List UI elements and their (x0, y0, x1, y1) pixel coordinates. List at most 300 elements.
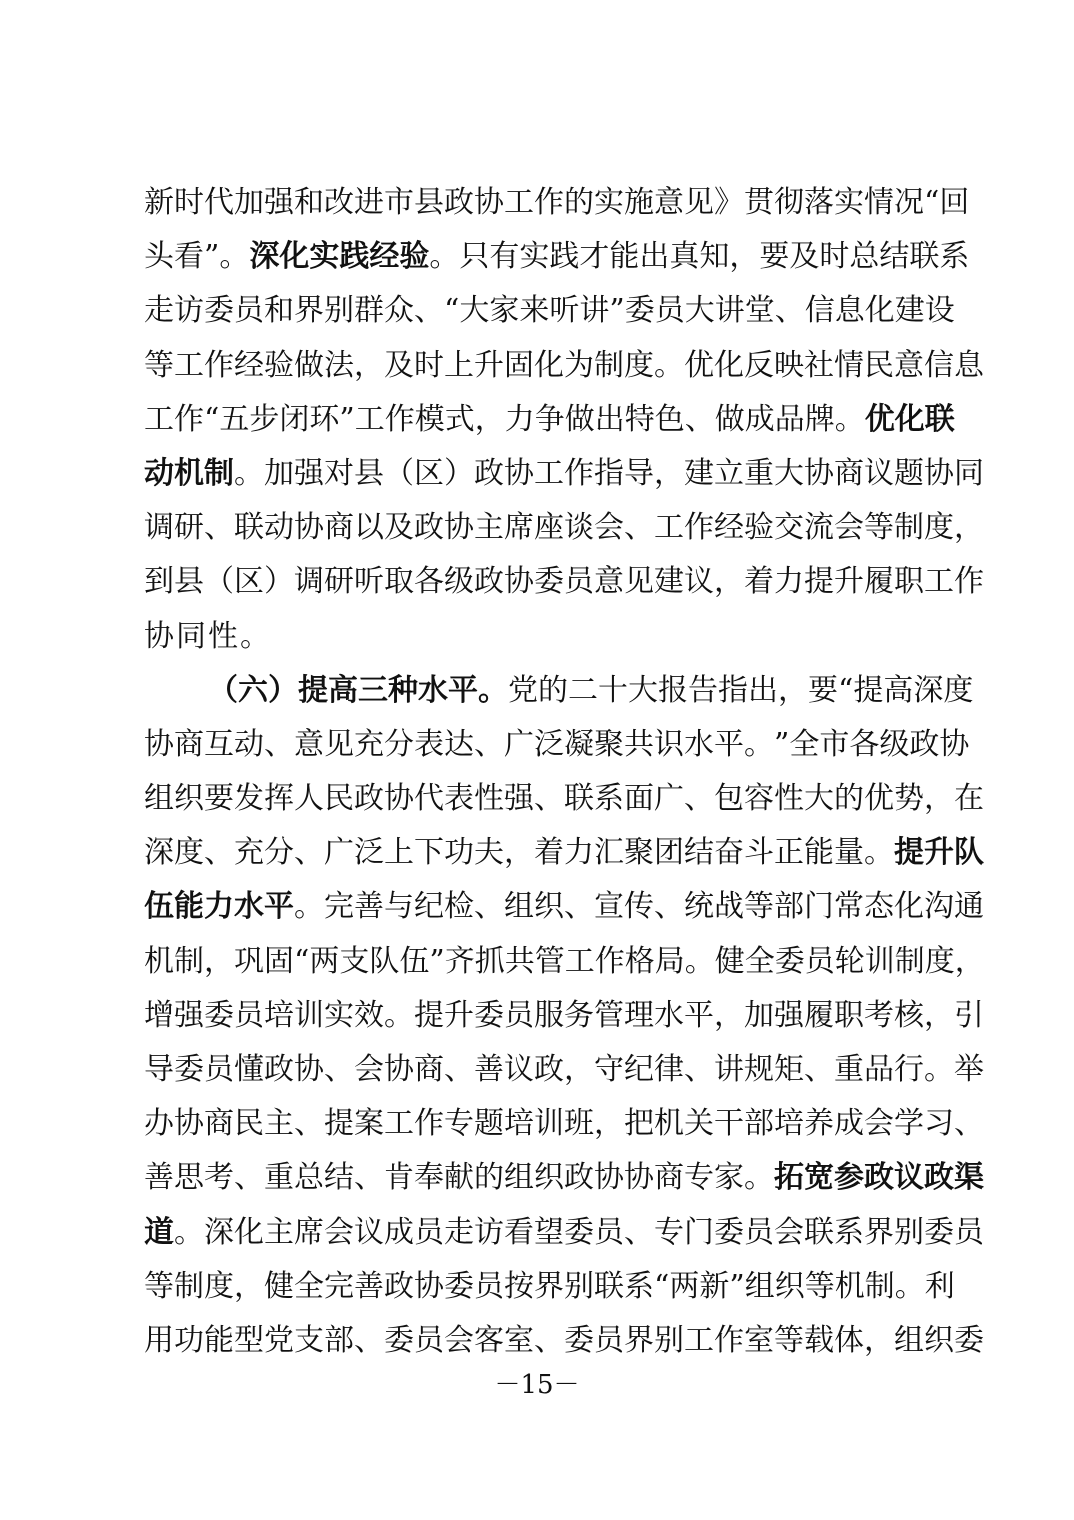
character: 等 (144, 1268, 174, 1304)
character: 包 (714, 781, 744, 817)
bold-character: 参 (834, 1160, 864, 1196)
character: 新 (699, 1268, 730, 1304)
character: ， (714, 997, 744, 1033)
bold-character: 伍 (144, 889, 174, 925)
character: 群 (354, 293, 384, 329)
character: 献 (444, 1160, 474, 1196)
character: 上 (444, 347, 474, 383)
character: 加 (264, 455, 294, 491)
character: 商 (324, 510, 354, 546)
character: 织 (924, 1322, 954, 1358)
character: 、 (684, 1052, 714, 1087)
character: 。 (654, 347, 684, 383)
character: 健 (264, 1268, 294, 1304)
character: 、 (354, 1160, 384, 1196)
character: 各 (849, 726, 880, 762)
character: 验 (744, 510, 774, 546)
character: 实 (834, 185, 864, 220)
character: 见 (324, 726, 354, 762)
character: 题 (894, 455, 924, 491)
character: 高 (883, 672, 914, 708)
character: 态 (864, 889, 894, 925)
character: 行 (894, 1052, 924, 1087)
character: 才 (579, 239, 610, 275)
character: 战 (714, 889, 744, 925)
bold-character: 能 (174, 889, 204, 925)
character: 提 (414, 997, 444, 1033)
character: 协 (144, 726, 174, 762)
character: 真 (669, 239, 700, 275)
bold-character: 深 (249, 239, 280, 275)
character: 员 (204, 1052, 234, 1087)
character: 题 (474, 1106, 504, 1142)
character: 充 (234, 835, 264, 871)
character: 协 (294, 510, 324, 546)
character: 、 (474, 889, 504, 925)
character: 室 (744, 1322, 774, 1358)
character: 、 (444, 1052, 474, 1087)
bold-character: 渠 (954, 1160, 984, 1196)
character: 、 (534, 781, 564, 817)
character: 作 (204, 347, 234, 383)
character: 制 (894, 510, 924, 546)
character: 。 (894, 1268, 925, 1304)
character: 部 (774, 889, 804, 925)
character: 民 (234, 1106, 264, 1142)
character: 泛 (534, 726, 564, 762)
character: 主 (264, 1214, 294, 1250)
character: 效 (354, 997, 384, 1033)
character: 作 (594, 943, 625, 979)
character: 联 (564, 781, 594, 817)
character: 增 (144, 997, 174, 1033)
character: 强 (264, 185, 294, 220)
character: 组 (894, 1322, 924, 1358)
character: 轮 (834, 943, 865, 979)
character: 要 (759, 239, 790, 275)
character: 建 (654, 564, 684, 600)
bold-character: 水 (234, 889, 264, 925)
character: 委 (564, 1214, 594, 1250)
character: 出 (748, 672, 778, 708)
character: 机 (654, 1106, 684, 1142)
character: 统 (684, 889, 714, 925)
character: 党 (264, 1322, 294, 1358)
character: ， (924, 997, 954, 1033)
character: 做 (564, 401, 595, 437)
character: 协 (444, 510, 474, 546)
character: 政 (534, 1052, 564, 1087)
character: 经 (234, 347, 264, 383)
character: 界 (294, 293, 324, 329)
bold-character: 水 (418, 672, 448, 708)
character: 工 (534, 455, 564, 491)
character: 着 (534, 835, 564, 871)
character: “ (654, 1268, 670, 1304)
character: 走 (144, 293, 174, 329)
character: 制 (894, 943, 925, 979)
character: 主 (474, 510, 504, 546)
character: 型 (234, 1322, 264, 1358)
character: 、 (684, 781, 714, 817)
character: 组 (504, 1160, 534, 1196)
character: 委 (204, 293, 234, 329)
character: 落 (804, 185, 834, 220)
character: 十 (598, 672, 628, 708)
character: 、 (774, 293, 805, 329)
character: 调 (144, 510, 174, 546)
character: 大 (804, 781, 834, 817)
character: 议 (504, 1052, 534, 1087)
character: 争 (534, 401, 565, 437)
character: 动 (264, 510, 294, 546)
character: 支 (294, 1322, 324, 1358)
text-line (144, 230, 970, 284)
character: 要 (204, 781, 234, 817)
character: 听 (354, 564, 384, 600)
character: 化 (894, 889, 924, 925)
character: 政 (444, 185, 474, 220)
character: 提 (853, 672, 884, 708)
character: 下 (414, 835, 444, 871)
character: 管 (594, 997, 624, 1033)
character: 情 (834, 347, 864, 383)
character: 品 (774, 401, 805, 437)
character: 作 (414, 1106, 444, 1142)
character: 员 (654, 293, 685, 329)
character: 法 (324, 347, 354, 383)
character: 、 (294, 835, 324, 871)
character: 及 (384, 510, 414, 546)
character: 齐 (444, 943, 475, 979)
character: 头 (144, 239, 174, 275)
character: 大 (774, 455, 804, 491)
character: （ (384, 455, 414, 491)
character: 广 (654, 781, 684, 817)
character: 管 (534, 943, 565, 979)
character: 两 (669, 1268, 700, 1304)
character: 党 (508, 672, 538, 708)
character: 委 (714, 1214, 744, 1250)
character: 。 (429, 239, 460, 275)
character: 。 (219, 239, 250, 275)
character: 工 (684, 1322, 714, 1358)
character: 系 (834, 1214, 864, 1250)
character: 践 (549, 239, 580, 275)
character: 联 (909, 239, 940, 275)
character: 交 (774, 510, 804, 546)
bold-character: 道 (144, 1214, 174, 1250)
character: ， (594, 1106, 624, 1142)
character: 。 (834, 401, 865, 437)
character: 会 (834, 510, 864, 546)
character: 做 (714, 401, 745, 437)
character: 设 (924, 293, 955, 329)
character: 制 (174, 943, 204, 979)
text-line (144, 176, 970, 230)
character: 培 (264, 997, 294, 1033)
character: 抓 (474, 943, 505, 979)
character: 作 (564, 455, 594, 491)
text-line (144, 826, 984, 880)
character: 等 (804, 1268, 835, 1304)
character: 彻 (774, 185, 804, 220)
character: 平 (714, 726, 744, 762)
character: 斗 (744, 835, 774, 871)
character: 伍 (399, 943, 430, 979)
character: 聚 (594, 726, 624, 762)
character: 联 (804, 1214, 834, 1250)
character: 议 (864, 455, 894, 491)
character: 员 (234, 997, 264, 1033)
character: 全 (789, 726, 820, 762)
character: 深 (144, 835, 174, 871)
character: 。 (744, 1160, 774, 1196)
character: 发 (234, 781, 264, 817)
character: 告 (688, 672, 718, 708)
character: 特 (624, 401, 655, 437)
character: 专 (684, 1160, 714, 1196)
character: 。 (924, 1052, 954, 1087)
character: 强 (174, 997, 204, 1033)
character: 协 (624, 1160, 654, 1196)
character: 、 (414, 293, 444, 329)
text-line (144, 718, 970, 772)
character: 奉 (414, 1160, 444, 1196)
character: 回 (939, 185, 970, 220)
character: ， (354, 347, 384, 383)
text-line (144, 1097, 984, 1151)
character: 工 (174, 347, 204, 383)
character: ” (609, 293, 625, 329)
character: 会 (864, 1106, 894, 1142)
character: 有 (489, 239, 520, 275)
character: 的 (474, 1160, 504, 1196)
character: 夫 (474, 835, 504, 871)
character: 协 (384, 781, 414, 817)
bold-character: 提 (298, 672, 328, 708)
character: 作 (714, 1322, 744, 1358)
character: 培 (504, 1106, 534, 1142)
character: 政 (474, 455, 504, 491)
character: 区 (234, 564, 264, 600)
character: 优 (684, 347, 714, 383)
character: 联 (234, 510, 264, 546)
character: 市 (384, 185, 414, 220)
character: 代 (414, 781, 444, 817)
character: 建 (894, 293, 925, 329)
character: 广 (504, 726, 534, 762)
character: 充 (354, 726, 384, 762)
bold-character: 队 (954, 835, 984, 871)
character: 对 (324, 455, 354, 491)
character: 望 (534, 1214, 564, 1250)
character: 息 (954, 347, 984, 383)
character: 员 (744, 1214, 774, 1250)
character: 实 (519, 239, 550, 275)
bold-character: 议 (894, 1160, 924, 1196)
character: 来 (519, 293, 550, 329)
character: 委 (954, 1322, 984, 1358)
character: 指 (594, 455, 624, 491)
character: 。 (174, 1214, 204, 1250)
character: 度 (174, 835, 204, 871)
character: 织 (534, 1160, 564, 1196)
character: 。 (240, 618, 272, 654)
character: 化 (714, 347, 744, 383)
character: 步 (249, 401, 280, 437)
character: 政 (909, 726, 940, 762)
character: ） (264, 564, 294, 600)
character: 取 (384, 564, 414, 600)
character: 议 (354, 1214, 384, 1250)
character: 制 (174, 1268, 204, 1304)
character: 工 (144, 401, 174, 437)
character: 到 (144, 564, 174, 600)
character: 履 (804, 997, 834, 1033)
bold-character: 。 (478, 672, 508, 708)
text-line (144, 610, 944, 664)
character: 主 (264, 1106, 294, 1142)
character: 、 (954, 1106, 984, 1142)
character: 泛 (354, 835, 384, 871)
character: 协 (594, 1160, 624, 1196)
character: 。 (294, 889, 324, 925)
character: 、 (624, 510, 654, 546)
character: 访 (174, 293, 204, 329)
character: 委 (624, 293, 655, 329)
character: 门 (804, 889, 834, 925)
character: 能 (804, 835, 834, 871)
bold-character: 六 (238, 672, 268, 708)
character: 重 (834, 1052, 864, 1087)
character: 用 (144, 1322, 174, 1358)
character: 表 (444, 781, 474, 817)
character: ， (729, 239, 760, 275)
character: 性 (474, 781, 504, 817)
character: 载 (804, 1322, 834, 1358)
character: 与 (384, 889, 414, 925)
character: 班 (564, 1106, 594, 1142)
character: 座 (534, 510, 564, 546)
character: 堂 (744, 293, 775, 329)
character: 见 (624, 564, 654, 600)
character: 正 (774, 835, 804, 871)
character: 政 (414, 510, 444, 546)
character: 、 (624, 1214, 654, 1250)
character: 、 (474, 726, 504, 762)
character: 健 (714, 943, 745, 979)
bold-character: 三 (358, 672, 388, 708)
character: 别 (654, 1322, 684, 1358)
character: 委 (534, 564, 564, 600)
character: 委 (444, 1268, 474, 1304)
character: 化 (534, 347, 564, 383)
character: 识 (654, 726, 684, 762)
bold-character: 化 (279, 239, 310, 275)
character: 商 (204, 1106, 234, 1142)
character: 讲 (579, 293, 610, 329)
character: 席 (504, 510, 534, 546)
character: 知 (699, 239, 730, 275)
character: 两 (309, 943, 340, 979)
character: 委 (924, 1214, 954, 1250)
character: 能 (204, 1322, 234, 1358)
character: 协 (504, 564, 534, 600)
character: 民 (324, 781, 354, 817)
character: “ (924, 185, 940, 220)
character: 意 (654, 185, 684, 220)
character: 。 (384, 997, 414, 1033)
character: 政 (474, 564, 504, 600)
character: 协 (144, 618, 176, 654)
character: 度 (204, 1268, 234, 1304)
character: 级 (879, 726, 910, 762)
character: 委 (384, 1322, 414, 1358)
character: 协 (474, 185, 504, 220)
character: 导 (144, 1052, 174, 1087)
character: 协 (294, 1052, 324, 1087)
character: 县 (354, 455, 384, 491)
character: 训 (294, 997, 324, 1033)
character: 报 (658, 672, 688, 708)
character: 动 (234, 726, 264, 762)
character: 施 (624, 185, 654, 220)
character: 局 (654, 943, 685, 979)
character: 务 (564, 997, 594, 1033)
character: 分 (384, 726, 414, 762)
character: 纪 (414, 889, 444, 925)
character: 、 (204, 835, 234, 871)
character: 善 (354, 1268, 384, 1304)
character: 加 (234, 185, 264, 220)
character: 委 (174, 1052, 204, 1087)
character: 、 (354, 1322, 384, 1358)
character: 大 (628, 672, 658, 708)
character: 委 (204, 997, 234, 1033)
character: 商 (654, 1160, 684, 1196)
character: 家 (714, 1160, 744, 1196)
character: 作 (384, 401, 415, 437)
character: 协 (924, 455, 954, 491)
character: 息 (834, 293, 865, 329)
character: 总 (849, 239, 880, 275)
character: 核 (894, 997, 924, 1033)
bold-character: 联 (924, 401, 955, 437)
character: ， (864, 1322, 894, 1358)
text-line (144, 772, 984, 826)
bold-character: 制 (204, 455, 234, 491)
character: 把 (624, 1106, 654, 1142)
character: 的 (538, 672, 568, 708)
character: 训 (534, 1106, 564, 1142)
character: ” (339, 401, 355, 437)
bold-character: 实 (309, 239, 340, 275)
character: 时 (174, 185, 204, 220)
character: ， (714, 564, 744, 600)
character: 重 (264, 1160, 294, 1196)
character: 引 (954, 997, 984, 1033)
character: 众 (384, 293, 414, 329)
character: 等 (774, 1322, 804, 1358)
character: 功 (444, 835, 474, 871)
character: 学 (894, 1106, 924, 1142)
character: 协 (384, 1052, 414, 1087)
bold-character: 提 (894, 835, 924, 871)
character: 立 (714, 455, 744, 491)
character: ， (954, 510, 984, 546)
character: 、 (264, 726, 294, 762)
